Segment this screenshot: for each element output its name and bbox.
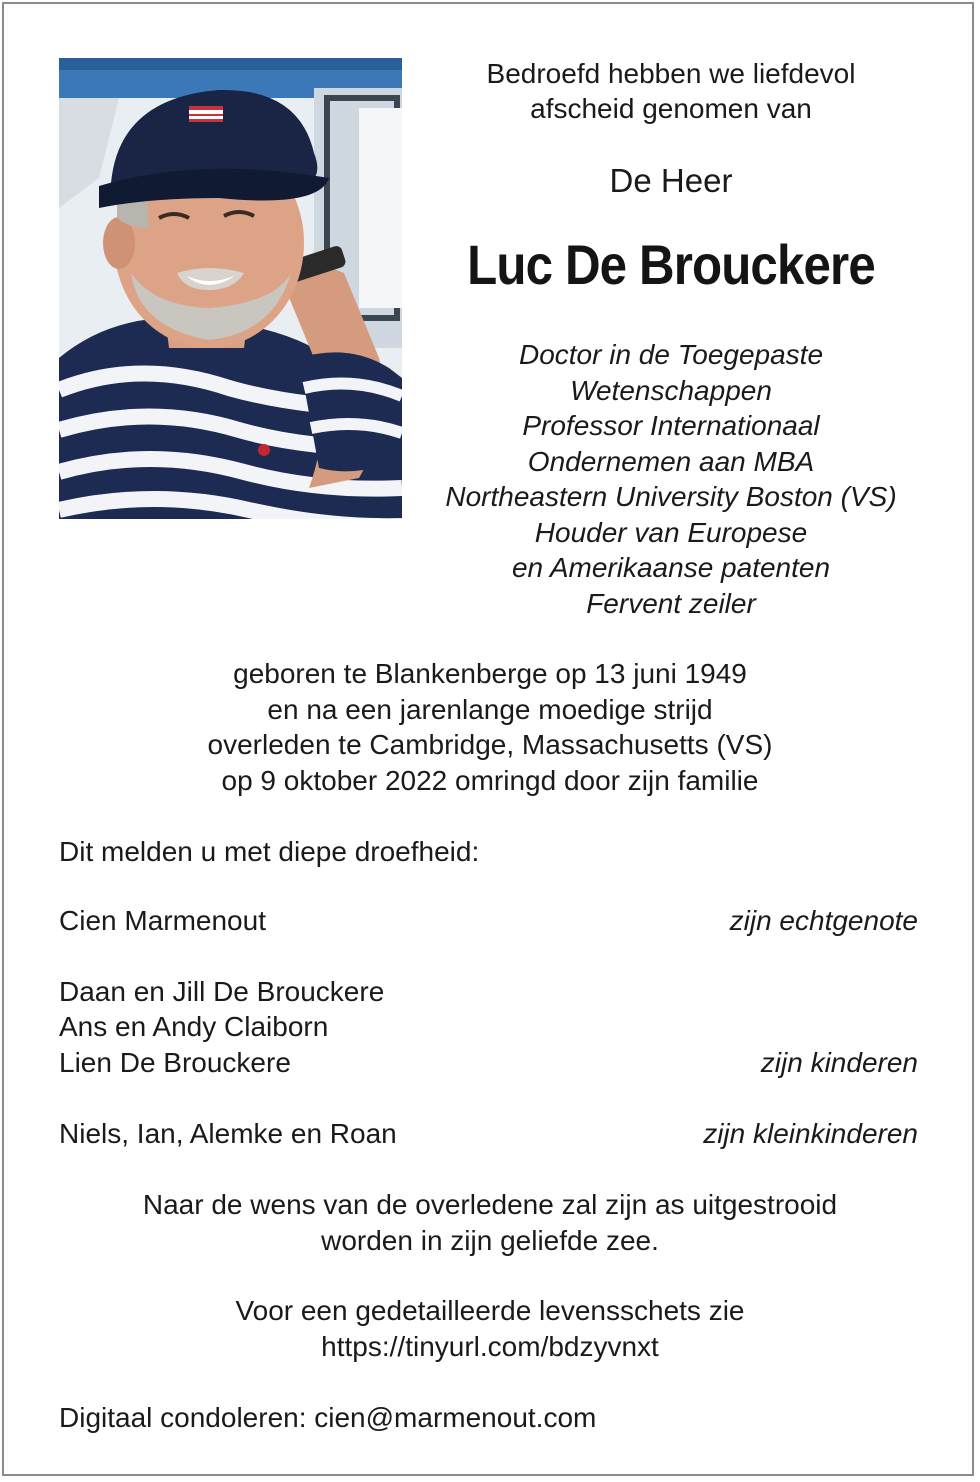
spouse-relation: zijn echtgenote [729, 905, 918, 936]
life-dates [0, 656, 980, 798]
deceased-name: Luc De Brouckere [467, 233, 875, 296]
biography-link[interactable]: https://tinyurl.com/bdzyvnxt [321, 1330, 659, 1362]
life-line: geboren te Blankenberge op 13 juni 1949 [233, 658, 747, 689]
grandchildren-names: Niels, Ian, Alemke en Roan [59, 1118, 397, 1149]
title-line: Houder van Europese [534, 516, 808, 548]
title-line: Ondernemen aan MBA [527, 445, 815, 477]
child-name: Lien De Brouckere [59, 1047, 291, 1078]
title-line: Northeastern University Boston (VS) [445, 481, 897, 512]
title-line: Doctor in de Toegepaste [518, 339, 824, 370]
titles-list [420, 337, 922, 621]
life-line: op 9 oktober 2022 omringd door zijn familie [221, 764, 759, 796]
child-name: Ans en Andy Claiborn [59, 1011, 329, 1042]
honorific: De Heer [609, 162, 733, 199]
announcement: Dit melden u met diepe droefheid: [59, 836, 480, 867]
child-name: Daan en Jill De Brouckere [59, 976, 385, 1007]
condolence-contact[interactable]: Digitaal condoleren: cien@marmenout.com [59, 1402, 597, 1433]
title-line: Professor Internationaal [522, 410, 820, 441]
title-line: Wetenschappen [570, 374, 772, 406]
wish-line: Naar de wens van de overledene zal zijn as uitgestrooid [142, 1189, 838, 1220]
life-line: en na een jarenlange moedige strijd [267, 693, 713, 725]
title-line: Fervent zeiler [586, 587, 756, 619]
intro-line: afscheid genomen van [530, 93, 812, 124]
biography-note [0, 1293, 980, 1364]
life-line: overleden te Cambridge, Massachusetts (VS) [207, 729, 773, 760]
title-line: en Amerikaanse patenten [511, 552, 831, 583]
spouse-name: Cien Marmenout [59, 905, 266, 936]
portrait-illustration [59, 58, 402, 519]
intro-text [420, 56, 922, 126]
intro-line: Bedroefd hebben we liefdevol [486, 58, 856, 89]
wish-line: worden in zijn geliefde zee. [321, 1224, 659, 1256]
biography-line: Voor een gedetailleerde levensschets zie [235, 1295, 745, 1326]
portrait-photo [59, 58, 402, 519]
grandchildren-relation: zijn kleinkinderen [703, 1118, 918, 1149]
children-relation: zijn kinderen [760, 1047, 918, 1078]
ashes-wish [0, 1187, 980, 1258]
